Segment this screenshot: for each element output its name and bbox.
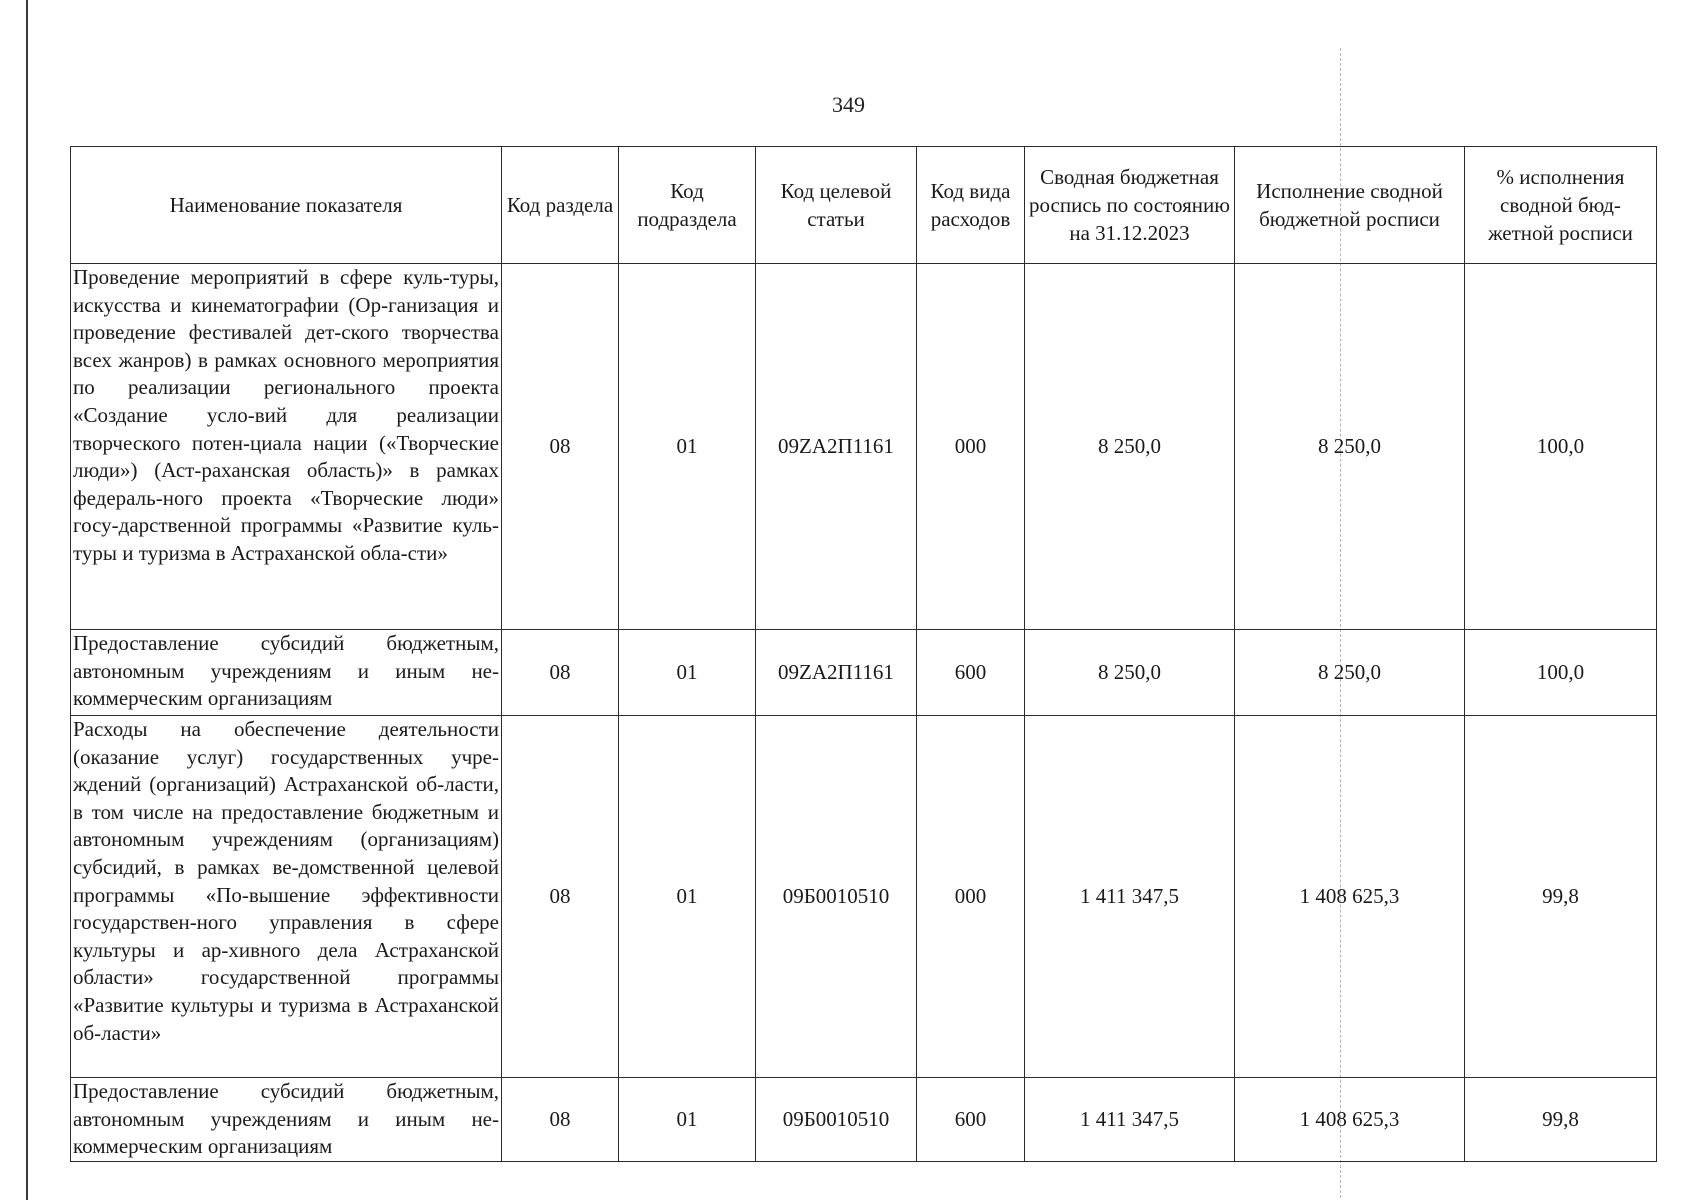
row-section: 08 — [502, 1078, 619, 1162]
row-section: 08 — [502, 716, 619, 1078]
row-target: 09ZA2П1161 — [756, 264, 917, 630]
row-executed: 1 408 625,3 — [1235, 1078, 1465, 1162]
header-name: Наименование показателя — [71, 147, 502, 264]
header-plan: Сводная бюджетная роспись по состоянию на 31.12.2023 — [1025, 147, 1235, 264]
row-subsection: 01 — [619, 716, 756, 1078]
row-executed: 8 250,0 — [1235, 264, 1465, 630]
page-number: 349 — [832, 92, 865, 117]
row-percent: 99,8 — [1465, 716, 1657, 1078]
row-plan: 1 411 347,5 — [1025, 716, 1235, 1078]
row-section: 08 — [502, 264, 619, 630]
header-expense-type: Код вида расходов — [917, 147, 1025, 264]
table-header-row — [71, 147, 1657, 264]
row-percent: 100,0 — [1465, 264, 1657, 630]
table-row — [71, 716, 1657, 1078]
row-target: 09Б0010510 — [756, 716, 917, 1078]
row-plan: 8 250,0 — [1025, 264, 1235, 630]
budget-table — [70, 146, 1657, 1162]
row-executed: 1 408 625,3 — [1235, 716, 1465, 1078]
page-left-edge — [26, 0, 28, 1200]
table-row — [71, 630, 1657, 716]
table-row — [71, 1078, 1657, 1162]
row-plan: 1 411 347,5 — [1025, 1078, 1235, 1162]
row-target: 09ZA2П1161 — [756, 630, 917, 716]
row-plan: 8 250,0 — [1025, 630, 1235, 716]
row-section: 08 — [502, 630, 619, 716]
row-name: Предоставление субсидий бюджетным, автономным учреждениям и иным не-коммерческим организациям — [71, 630, 502, 716]
header-target: Код целевой статьи — [756, 147, 917, 264]
row-expense-type: 600 — [917, 1078, 1025, 1162]
header-subsection: Код подраздела — [619, 147, 756, 264]
row-subsection: 01 — [619, 1078, 756, 1162]
row-subsection: 01 — [619, 630, 756, 716]
row-expense-type: 600 — [917, 630, 1025, 716]
row-executed: 8 250,0 — [1235, 630, 1465, 716]
header-percent: % исполнения сводной бюд-жетной росписи — [1465, 147, 1657, 264]
row-expense-type: 000 — [917, 716, 1025, 1078]
row-name: Расходы на обеспечение деятельности (оказание услуг) государственных учре-ждений (организаций) Астраханской об-ласти, в том числе на предоставление бюджетным и автономным учреждениям (организациям) субсидий, в рамках ве-домственной целевой программы «По-вышение эффективности государствен-ного управления в сфере культуры и ар-хивного дела Астраханской области» государственной программы «Развитие культуры и туризма в Астраханской об-ласти» — [71, 716, 502, 1078]
row-percent: 100,0 — [1465, 630, 1657, 716]
row-expense-type: 000 — [917, 264, 1025, 630]
table-row — [71, 264, 1657, 630]
row-target: 09Б0010510 — [756, 1078, 917, 1162]
row-percent: 99,8 — [1465, 1078, 1657, 1162]
header-section: Код раздела — [502, 147, 619, 264]
row-subsection: 01 — [619, 264, 756, 630]
row-name: Проведение мероприятий в сфере куль-туры, искусства и кинематографии (Ор-ганизация и проведение фестивалей дет-ского творчества всех жанров) в рамках основного мероприятия по реализации регионального проекта «Создание усло-вий для реализации творческого потен-циала нации («Творческие люди») (Аст-раханская область)» в рамках федераль-ного проекта «Творческие люди» госу-дарственной программы «Развитие куль-туры и туризма в Астраханской обла-сти» — [71, 264, 502, 630]
header-executed: Исполнение сводной бюджетной росписи — [1235, 147, 1465, 264]
row-name: Предоставление субсидий бюджетным, автономным учреждениям и иным не-коммерческим организациям — [71, 1078, 502, 1162]
